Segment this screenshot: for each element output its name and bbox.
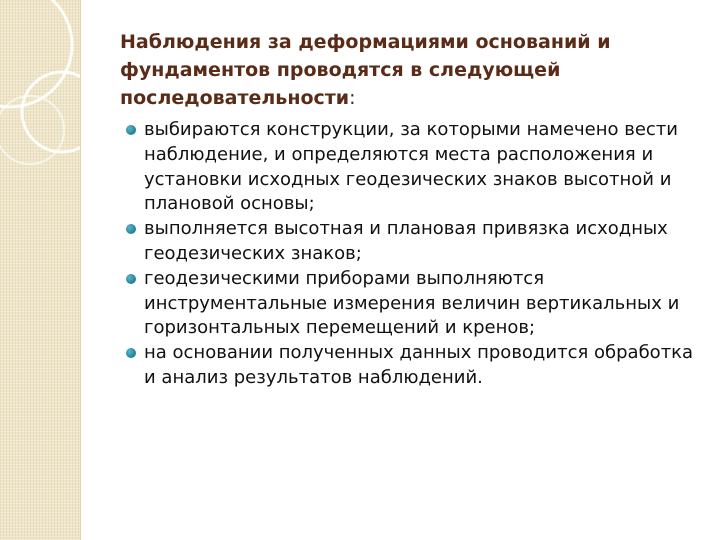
bullet-text: геодезическими приборами выполняются инструментальные измерения величин вертикальных и горизонтальных перемещений и кренов; (144, 267, 680, 339)
bullet-dot-icon (126, 348, 136, 358)
bullet-dot-icon (126, 224, 136, 234)
bullet-dot-icon (126, 125, 136, 135)
bullet-text: выбираются конструкции, за которыми намечено вести наблюдение, и определяются места расположения и установки исходных геодезических знаков высотной и плановой основы; (144, 119, 679, 215)
bullet-list (124, 118, 699, 391)
decorative-rings-icon (0, 0, 80, 540)
slide-title-text: Наблюдения за деформациями оснований и фундаментов проводятся в следующей последовательности (120, 31, 611, 109)
bullet-item (124, 341, 699, 391)
slide-title (120, 28, 690, 112)
bullet-text: на основании полученных данных проводится обработка и анализ результатов наблюдений. (144, 342, 694, 388)
bullet-item (124, 267, 699, 341)
bullet-text: выполняется высотная и плановая привязка исходных геодезических знаков; (144, 218, 668, 264)
slide-title-colon: : (349, 87, 356, 109)
decorative-side-strip (0, 0, 81, 540)
bullet-item (124, 217, 699, 267)
bullet-item (124, 118, 699, 217)
bullet-dot-icon (126, 274, 136, 284)
